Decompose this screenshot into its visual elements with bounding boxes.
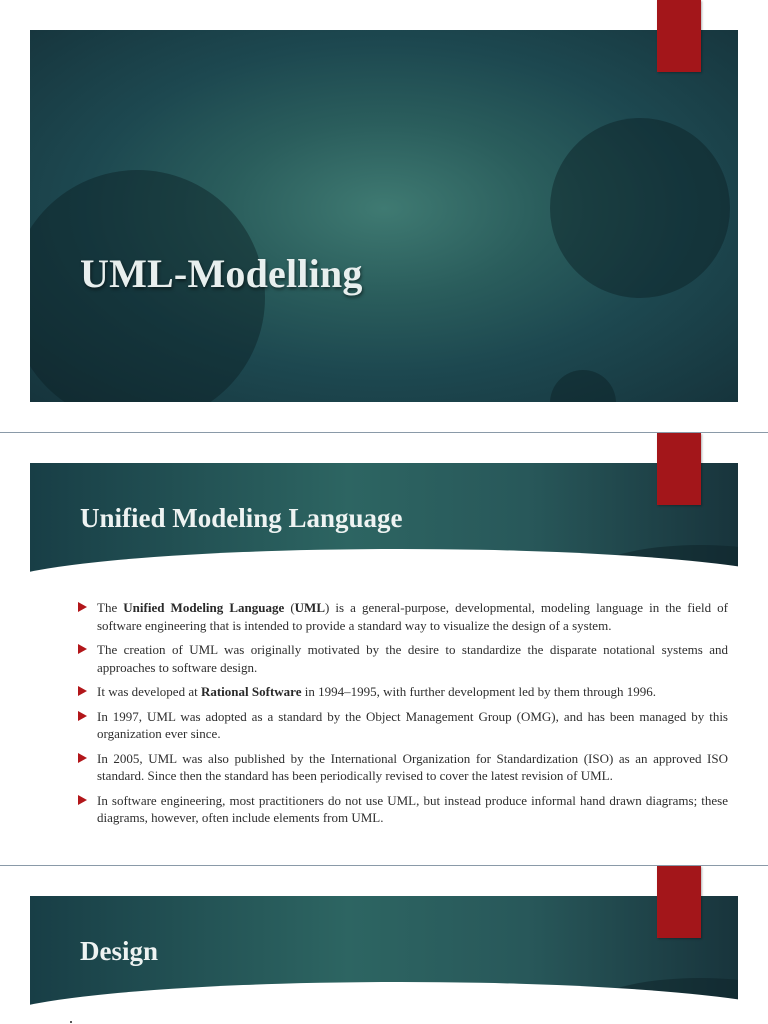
bullet-arrow-icon	[78, 602, 87, 612]
bullet-arrow-icon	[78, 753, 87, 763]
bullet-arrow-icon	[78, 711, 87, 721]
bullet-text: In 1997, UML was adopted as a standard by the Object Management Group (OMG), and has been managed by this organization ever since.	[97, 708, 728, 741]
bullet-text: The	[97, 600, 124, 615]
bullet-arrow-icon	[78, 644, 87, 654]
bullet-item	[78, 792, 728, 827]
bullet-item	[78, 641, 728, 676]
bullet-bold-term: Rational Software	[200, 684, 302, 699]
title-slide-background	[30, 30, 738, 402]
bullet-text: in 1994–1995, with further development led by them through 1996.	[301, 684, 657, 699]
red-accent-tab	[657, 0, 701, 72]
bullet-text: The creation of UML was originally motivated by the desire to standardize the disparate notational systems and approaches to software design.	[97, 642, 728, 675]
bullet-arrow-icon	[78, 795, 87, 805]
bullet-text: ) is a general-purpose, developmental, modeling language in the field of software engineering that is intended to provide a standard way to visualize the design of a system.	[97, 600, 728, 633]
title-slide-heading: UML-Modelling	[80, 251, 363, 296]
slide-heading: Unified Modeling Language	[80, 503, 403, 533]
bullet-text: (	[284, 600, 295, 615]
bullet-text: It was developed at	[97, 684, 201, 699]
slide-heading: Design	[80, 936, 159, 966]
bullet-item	[78, 683, 728, 701]
content-slide-uml	[0, 433, 768, 865]
title-slide	[0, 0, 768, 432]
red-accent-tab	[657, 433, 701, 505]
decorative-circle-small	[550, 370, 616, 402]
bullet-text: In 2005, UML was also published by the International Organization for Standardization (ISO) as an approved ISO standard. Since then the standard has been periodically revised to cover the latest revision of UML.	[97, 750, 728, 783]
bullet-list	[78, 599, 728, 834]
red-accent-tab	[657, 866, 701, 938]
decorative-circle-right	[550, 118, 730, 298]
bullet-bold-term: UML	[294, 600, 325, 615]
bullet-item	[78, 750, 728, 785]
bullet-text: In software engineering, most practitioners do not use UML, but instead produce informal hand drawn diagrams; these diagrams, however, often include elements from UML.	[97, 792, 728, 825]
bullet-item	[78, 599, 728, 634]
bullet-item	[78, 708, 728, 743]
bullet-arrow-icon	[78, 686, 87, 696]
bullet-bold-term: Unified Modeling Language	[123, 600, 285, 615]
content-slide-design	[0, 866, 768, 1024]
bullet-dot	[70, 1021, 72, 1023]
